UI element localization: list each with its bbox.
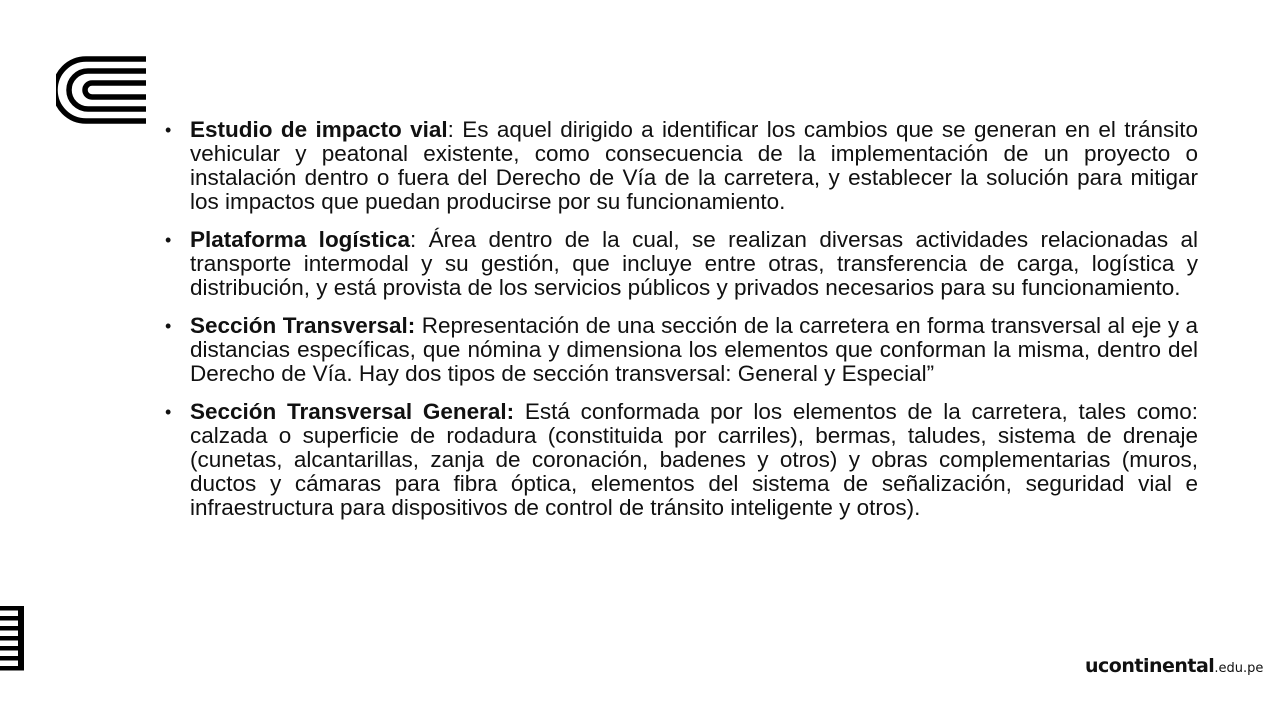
definition-term: Sección Transversal: — [190, 313, 416, 338]
definitions-list — [164, 118, 1198, 520]
definitions-content — [164, 118, 1198, 534]
bullet: • — [165, 316, 172, 336]
continental-logo-icon — [56, 56, 148, 124]
definition-term: Sección Transversal General: — [190, 399, 515, 424]
bullet: • — [165, 230, 172, 250]
brand-suffix: .edu.pe — [1214, 661, 1264, 676]
list-item — [164, 314, 1198, 386]
brand-wordmark — [1085, 655, 1263, 677]
definition-term: Plataforma logística — [190, 227, 410, 252]
definition-text: Representación de una sección de la carretera en forma transversal al eje y a distancias específicas, que nómina y dimensiona los elementos que conforman la misma, dentro del Derecho de Vía. Hay dos tipos de sección transversal: General y Especial” — [190, 313, 1198, 386]
definition-text: : Es aquel dirigido a identificar los cambios que se generan en el tránsito vehicular y peatonal existente, como consecuencia de la implementación de un proyecto o instalación dentro o fuera del Derecho de Vía de la carretera, y establecer la solución para mitigar los impactos que puedan producirse por su funcionamiento. — [190, 117, 1198, 214]
bullet: • — [165, 120, 172, 140]
definition-text: : Área dentro de la cual, se realizan diversas actividades relacionadas al transporte intermodal y su gestión, que incluye entre otras, transferencia de carga, logística y distribución, y está provista de los servicios públicos y privados necesarios para su funcionamiento. — [190, 227, 1198, 300]
list-item — [164, 400, 1198, 520]
list-item — [164, 228, 1198, 300]
list-item — [164, 118, 1198, 214]
brand-name: ucontinental — [1085, 655, 1215, 677]
stripes-logo-icon — [0, 606, 26, 678]
definition-term: Estudio de impacto vial — [190, 117, 448, 142]
bullet: • — [165, 402, 172, 422]
definition-text: Está conformada por los elementos de la carretera, tales como: calzada o superficie de rodadura (constituida por carriles), bermas, taludes, sistema de drenaje (cunetas, alcantarillas, zanja de coronación, badenes y otros) y obras complementarias (muros, ductos y cámaras para fibra óptica, elementos del sistema de señalización, seguridad vial e infraestructura para dispositivos de control de tránsito inteligente y otros). — [190, 399, 1198, 520]
